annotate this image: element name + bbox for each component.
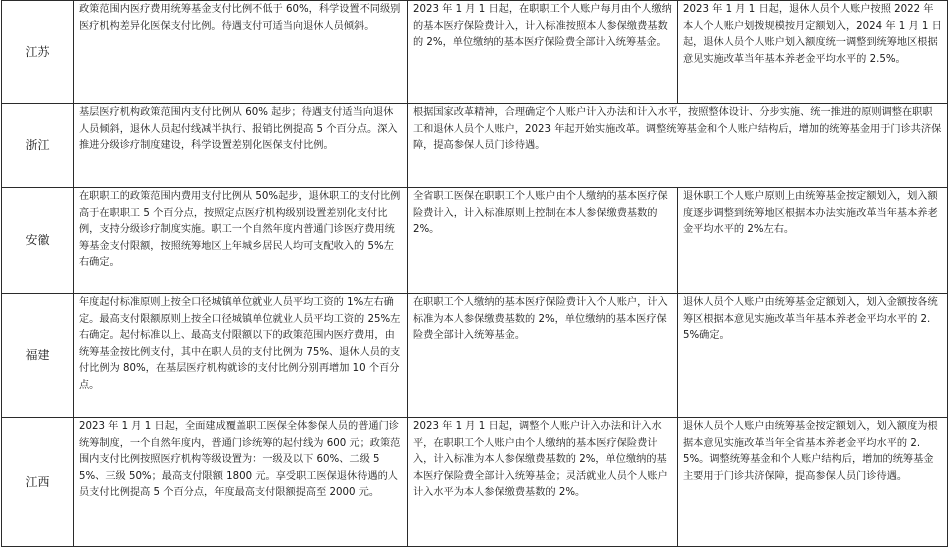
table-row (2, 294, 948, 418)
province-cell: 江西 (2, 418, 74, 547)
province-cell: 安徽 (2, 188, 74, 294)
table-row (2, 104, 948, 188)
retiree-account-cell: 退休人员个人账户由统筹基金定额划入，划入金额按各统筹区根据本意见实施改革当年基本养老金平均水平的 2.5%确定。 (678, 294, 948, 418)
province-cell: 江苏 (2, 1, 74, 104)
table-row (2, 418, 948, 547)
employee-account-cell: 2023 年 1 月 1 日起，调整个人账户计入办法和计入水平，在职职工个人账户由个人缴纳的基本医疗保险费计入，计入标准为本人参保缴费基数的 2%，单位缴纳的基本医疗保险费全部计入统筹基金；灵活就业人员个人账户计入水平为本人参保缴费基数的 2%。 (408, 418, 678, 547)
retiree-account-cell: 退休人员个人账户由统筹基金按定额划入，划入额度为根据本意见实施改革当年全省基本养老金平均水平的 2.5%。调整统筹基金和个人账户结构后，增加的统筹基金主要用于门诊共济保障，提高参保人员门诊待遇。 (678, 418, 948, 547)
payment-ratio-cell: 基层医疗机构政策范围内支付比例从 60% 起步；待遇支付适当向退休人员倾斜，退休人员起付线减半执行、报销比例提高 5 个百分点。深入推进分级诊疗制度建设，科学设置差别化医保支付比例。 (74, 104, 408, 188)
payment-ratio-cell: 年度起付标准原则上按全口径城镇单位就业人员平均工资的 1%左右确定。最高支付限额原则上按全口径城镇单位就业人员平均工资的 25%左右确定。起付标准以上、最高支付限额以下的政策范围内医疗费用，由统筹基金按比例支付，其中在职人员的支付比例为 75%、退休人员的支付比例为 80%，在基层医疗机构就诊的支付比例分别再增加 10 个百分点。 (74, 294, 408, 418)
table-row (2, 188, 948, 294)
payment-ratio-cell: 2023 年 1 月 1 日起，全面建成覆盖职工医保全体参保人员的普通门诊统筹制度，一个自然年度内，普通门诊统筹的起付线为 600 元；政策范围内支付比例按照医疗机构等级设置为：一级及以下 60%、二级 55%、三级 50%；最高支付限额 1800 元。享受职工医保退休待遇的人员支付比例提高 5 个百分点，年度最高支付限额提高至 2000 元。 (74, 418, 408, 547)
employee-account-cell: 全省职工医保在职职工个人账户由个人缴纳的基本医疗保险费计入，计入标准原则上控制在本人参保缴费基数的 2%。 (408, 188, 678, 294)
payment-ratio-cell: 在职职工的政策范围内费用支付比例从 50%起步，退休职工的支付比例高于在职职工 5 个百分点，按照定点医疗机构级别设置差别化支付比例，支持分级诊疗制度实施。职工一个自然年度内普通门诊医疗费用统筹基金支付限额，按照统筹地区上年城乡居民人均可支配收入的 5%左右确定。 (74, 188, 408, 294)
employee-account-cell: 2023 年 1 月 1 日起，在职职工个人账户每月由个人缴纳的基本医疗保险费计入，计入标准按照本人参保缴费基数的 2%，单位缴纳的基本医疗保险费全部计入统筹基金。 (408, 1, 678, 104)
table-row (2, 1, 948, 104)
payment-ratio-cell: 政策范围内医疗费用统筹基金支付比例不低于 60%，科学设置不同级别医疗机构差异化医保支付比例。待遇支付可适当向退休人员倾斜。 (74, 1, 408, 104)
account-reform-merged-cell: 根据国家改革精神，合理确定个人账户计入办法和计入水平，按照整体设计、分步实施、统一推进的原则调整在职职工和退休人员个人账户，2023 年起开始实施改革。调整统筹基金和个人账户结构后，增加的统筹基金用于门诊共济保障，提高参保人员门诊待遇。 (408, 104, 948, 188)
retiree-account-cell: 退休职工个人账户原则上由统筹基金按定额划入，划入额度逐步调整到统筹地区根据本办法实施改革当年基本养老金平均水平的 2%左右。 (678, 188, 948, 294)
employee-account-cell: 在职职工个人缴纳的基本医疗保险费计入个人账户，计入标准为本人参保缴费基数的 2%，单位缴纳的基本医疗保险费全部计入统筹基金。 (408, 294, 678, 418)
province-cell: 福建 (2, 294, 74, 418)
policy-comparison-table (1, 0, 948, 547)
retiree-account-cell: 2023 年 1 月 1 日起，退休人员个人账户按照 2022 年本人个人账户划拨规模按月定额划入，2024 年 1 月 1 日起，退休人员个人账户划入额度统一调整到统筹地区根据意见实施改革当年基本养老金平均水平的 2.5%。 (678, 1, 948, 104)
province-cell: 浙江 (2, 104, 74, 188)
